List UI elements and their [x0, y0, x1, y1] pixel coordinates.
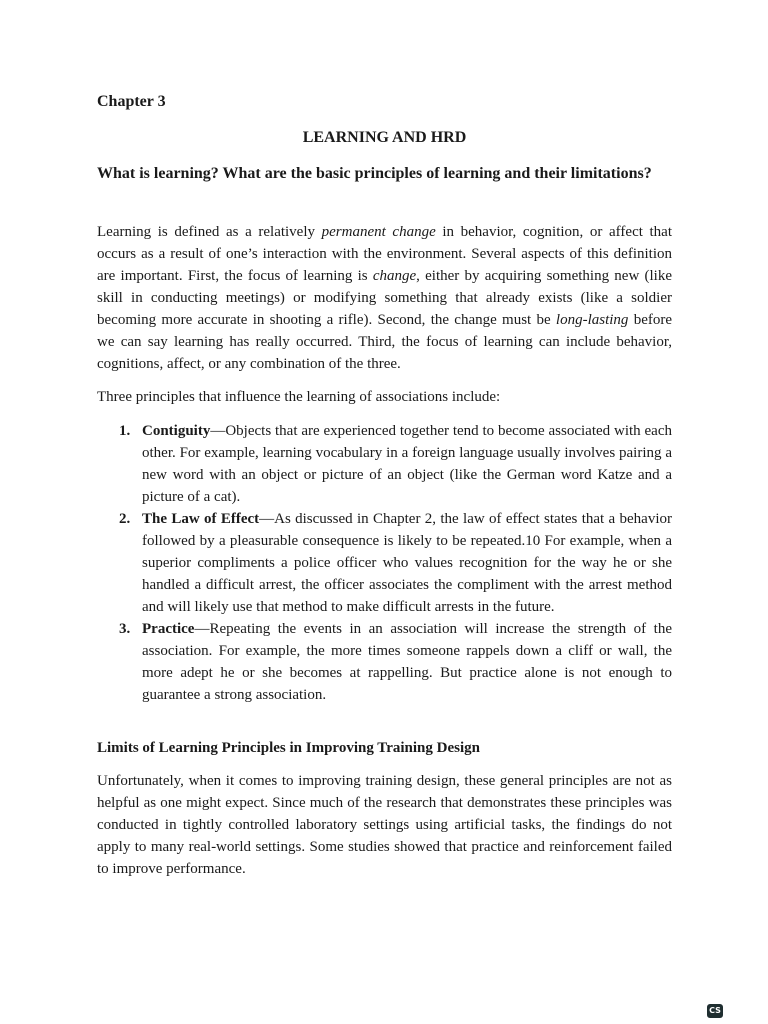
- principles-intro: Three principles that influence the learning of associations include:: [97, 389, 501, 405]
- list-item: [97, 618, 672, 706]
- principle-term: The Law of Effect: [142, 511, 260, 527]
- chapter-title: LEARNING AND HRD: [302, 129, 467, 146]
- definition-paragraph: [97, 221, 672, 375]
- principle-text: —Repeating the events in an association will increase the strength of the association. For example, the more times someone rappels down a cliff or wall, the more adept he or she becomes at rappelling. But practice alone is not enough to guarantee a strong association.: [142, 621, 672, 703]
- list-item: [97, 508, 672, 618]
- section-question: What is learning? What are the basic principles of learning and their limitations?: [97, 165, 652, 182]
- emphasis-long-lasting: long-lasting: [555, 312, 629, 328]
- text-run: before we can say learning has really occurred. Third, the focus of learning can include behavior, cognitions, affect, or any combination of the three.: [97, 312, 672, 372]
- list-number: 2.: [119, 511, 131, 527]
- principles-list: [97, 420, 672, 706]
- principle-text: —Objects that are experienced together tend to become associated with each other. For example, learning vocabulary in a foreign language usually involves pairing a new word with an object or picture of an object (like the German word Katze and a picture of a cat).: [142, 423, 672, 505]
- limits-subheading: Limits of Learning Principles in Improving Training Design: [97, 740, 480, 756]
- cs-logo-icon: CS: [707, 1004, 723, 1018]
- principle-term: Contiguity: [142, 423, 211, 439]
- text-run: , either by acquiring something new (like skill in conducting meetings) or modifying something that already exists (like a soldier becoming more accurate in shooting a rifle). Second, the change must be: [97, 268, 672, 328]
- emphasis-permanent-change: permanent change: [321, 224, 436, 240]
- text-run: Learning is defined as a relatively: [97, 224, 322, 240]
- limits-paragraph: Unfortunately, when it comes to improving training design, these general principles are not as helpful as one might expect. Since much of the research that demonstrates these principles was conducted in tightly controlled laboratory settings using artificial tasks, the findings do not apply to many real-world settings. Some studies showed that practice and reinforcement failed to improve performance.: [97, 773, 672, 877]
- list-number: 1.: [119, 423, 131, 439]
- principle-term: Practice: [142, 621, 195, 637]
- text-run: in behavior, cognition, or affect that occurs as a result of one’s interaction with the environment. Several aspects of this definition are important. First, the focus of learning is: [97, 224, 673, 284]
- emphasis-change: change: [372, 268, 417, 284]
- chapter-heading: Chapter 3: [97, 93, 166, 110]
- list-item: [97, 420, 672, 508]
- principle-text: —As discussed in Chapter 2, the law of effect states that a behavior followed by a pleasurable consequence is likely to be repeated.10 For example, when a superior compliments a police officer who values recognition for the way he or she handled a difficult arrest, the officer associates the compliment with the arrest method and will likely use that method to make difficult arrests in the future.: [142, 511, 672, 615]
- list-number: 3.: [119, 621, 131, 637]
